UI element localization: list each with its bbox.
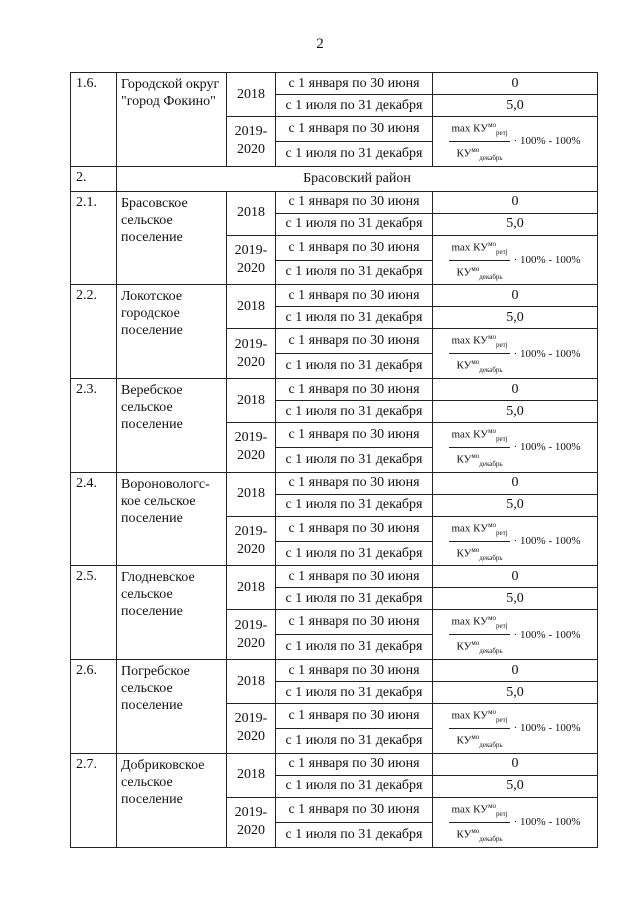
value-cell: 0 <box>433 285 598 307</box>
formula-numerator <box>449 236 509 261</box>
formula-sup: мо <box>471 826 480 835</box>
period-cell: с 1 января по 30 июня <box>276 516 433 541</box>
formula-ku: КУ <box>473 335 489 348</box>
formula-cell <box>433 516 598 566</box>
year-cell: 2019- 2020 <box>227 423 276 473</box>
row-number: 2.6. <box>71 660 117 754</box>
table-row <box>71 660 598 682</box>
formula-max: max <box>451 428 471 441</box>
formula-rhs: · 100% - 100% <box>513 722 581 735</box>
formula-ku: КУ <box>456 266 472 279</box>
formula <box>433 329 597 378</box>
row-number: 1.6. <box>71 73 117 167</box>
year-cell: 2019- 2020 <box>227 329 276 379</box>
formula-rhs: · 100% - 100% <box>513 135 581 148</box>
value-cell: 0 <box>433 566 598 588</box>
formula-sub: ретj <box>496 809 508 818</box>
table-row <box>71 472 598 494</box>
formula <box>433 517 597 566</box>
period-cell: с 1 июля по 31 декабря <box>276 635 433 660</box>
formula-fraction <box>449 798 509 847</box>
formula-fraction <box>449 517 509 566</box>
formula-denominator <box>454 542 504 566</box>
region-name: Брасовский район <box>117 166 598 191</box>
formula-max: max <box>451 803 471 816</box>
formula-sup: мо <box>488 708 496 717</box>
formula <box>433 798 597 847</box>
formula-denominator <box>454 729 504 753</box>
year-cell: 2018 <box>227 191 276 235</box>
formula-ku: КУ <box>456 828 472 841</box>
period-cell: с 1 января по 30 июня <box>276 423 433 448</box>
formula-sup: мо <box>471 545 480 554</box>
value-cell: 0 <box>433 753 598 775</box>
formula-sup: мо <box>471 639 480 648</box>
formula-sup: мо <box>471 358 480 367</box>
formula-sub: декабрь <box>479 740 503 749</box>
formula-cell <box>433 704 598 754</box>
formula-sub: декабрь <box>479 272 503 281</box>
row-number: 2.3. <box>71 379 117 473</box>
value-cell: 5,0 <box>433 213 598 235</box>
value-cell: 0 <box>433 379 598 401</box>
formula-denominator <box>454 261 504 285</box>
formula-sup: мо <box>488 121 496 129</box>
value-cell: 5,0 <box>433 307 598 329</box>
formula-numerator <box>449 117 509 142</box>
formula-sup: мо <box>471 145 480 154</box>
value-cell: 0 <box>433 191 598 213</box>
year-cell: 2018 <box>227 566 276 610</box>
value-cell: 5,0 <box>433 95 598 117</box>
formula-cell <box>433 329 598 379</box>
value-cell: 0 <box>433 660 598 682</box>
settlement-name: Добриковское сельское поселение <box>117 753 227 847</box>
row-number: 2.1. <box>71 191 117 285</box>
formula-sup: мо <box>488 427 496 436</box>
settlement-name: Городской округ "город Фокино" <box>117 73 227 167</box>
period-cell: с 1 июля по 31 декабря <box>276 447 433 472</box>
formula-denominator <box>454 448 504 472</box>
table-row <box>71 73 598 95</box>
formula-sup: мо <box>488 333 496 342</box>
formula-cell <box>433 797 598 847</box>
period-cell: с 1 июля по 31 декабря <box>276 728 433 753</box>
value-cell: 5,0 <box>433 588 598 610</box>
formula-sup: мо <box>488 801 496 810</box>
settlement-name: Глодневское сельское поселение <box>117 566 227 660</box>
formula-numerator <box>449 798 509 823</box>
settlement-name: Вороновологс-кое сельское поселение <box>117 472 227 566</box>
formula-ku: КУ <box>456 147 472 160</box>
formula-denominator <box>454 142 504 166</box>
formula-max: max <box>451 522 471 535</box>
value-cell: 5,0 <box>433 494 598 516</box>
year-cell: 2019- 2020 <box>227 117 276 167</box>
formula-cell <box>433 610 598 660</box>
formula <box>433 610 597 659</box>
formula-cell <box>433 423 598 473</box>
page-number: 2 <box>316 36 324 52</box>
year-cell: 2019- 2020 <box>227 516 276 566</box>
formula-max: max <box>451 241 471 254</box>
formula-sub: ретj <box>496 341 508 350</box>
period-cell: с 1 января по 30 июня <box>276 566 433 588</box>
formula <box>433 704 597 753</box>
formula-sub: декабрь <box>479 459 503 468</box>
period-cell: с 1 июля по 31 декабря <box>276 95 433 117</box>
formula-rhs: · 100% - 100% <box>513 535 581 548</box>
formula-cell <box>433 235 598 285</box>
period-cell: с 1 января по 30 июня <box>276 117 433 142</box>
settlement-name: Локотское городское поселение <box>117 285 227 379</box>
formula-ku: КУ <box>473 803 489 816</box>
formula-sup: мо <box>471 732 480 741</box>
formula-ku: КУ <box>456 453 472 466</box>
formula-rhs: · 100% - 100% <box>513 816 581 829</box>
year-cell: 2018 <box>227 472 276 516</box>
formula-fraction <box>449 117 509 166</box>
period-cell: с 1 июля по 31 декабря <box>276 588 433 610</box>
table-row <box>71 191 598 213</box>
period-cell: с 1 января по 30 июня <box>276 235 433 260</box>
period-cell: с 1 июля по 31 декабря <box>276 682 433 704</box>
row-number: 2.7. <box>71 753 117 847</box>
formula-rhs: · 100% - 100% <box>513 441 581 454</box>
formula-denominator <box>454 635 504 659</box>
table-row <box>71 379 598 401</box>
formula-max: max <box>451 616 471 629</box>
period-cell: с 1 января по 30 июня <box>276 753 433 775</box>
period-cell: с 1 июля по 31 декабря <box>276 213 433 235</box>
formula-sub: декабрь <box>479 834 503 843</box>
year-cell: 2018 <box>227 73 276 117</box>
table-row <box>71 753 598 775</box>
period-cell: с 1 января по 30 июня <box>276 797 433 822</box>
formula-ku: КУ <box>473 428 489 441</box>
region-row <box>71 166 598 191</box>
formula-cell <box>433 117 598 167</box>
formula-ku: КУ <box>473 709 489 722</box>
formula-numerator <box>449 610 509 635</box>
formula-max: max <box>451 709 471 722</box>
formula-sub: ретj <box>496 247 508 256</box>
tariff-table <box>70 72 598 848</box>
row-number: 2.2. <box>71 285 117 379</box>
table-row <box>71 566 598 588</box>
period-cell: с 1 января по 30 июня <box>276 191 433 213</box>
value-cell: 5,0 <box>433 775 598 797</box>
formula-numerator <box>449 704 509 729</box>
period-cell: с 1 июля по 31 декабря <box>276 141 433 166</box>
period-cell: с 1 января по 30 июня <box>276 379 433 401</box>
formula <box>433 117 597 166</box>
formula-fraction <box>449 610 509 659</box>
formula-sub: ретj <box>496 128 508 137</box>
period-cell: с 1 июля по 31 декабря <box>276 307 433 329</box>
year-cell: 2018 <box>227 753 276 797</box>
formula-sup: мо <box>488 239 496 248</box>
formula-ku: КУ <box>456 640 472 653</box>
formula-rhs: · 100% - 100% <box>513 628 581 641</box>
formula-sub: ретj <box>496 434 508 443</box>
formula-ku: КУ <box>473 241 489 254</box>
formula-sub: декабрь <box>479 553 503 562</box>
formula-rhs: · 100% - 100% <box>513 347 581 360</box>
tariff-table-body <box>71 73 598 848</box>
period-cell: с 1 января по 30 июня <box>276 472 433 494</box>
formula-ku: КУ <box>473 522 489 535</box>
formula-fraction <box>449 423 509 472</box>
formula-sub: ретj <box>496 622 508 631</box>
formula-ku: КУ <box>456 359 472 372</box>
formula <box>433 236 597 285</box>
formula-sup: мо <box>471 451 480 460</box>
formula-numerator <box>449 517 509 542</box>
formula-ku: КУ <box>456 734 472 747</box>
formula-fraction <box>449 329 509 378</box>
formula-fraction <box>449 704 509 753</box>
period-cell: с 1 января по 30 июня <box>276 704 433 729</box>
formula-sup: мо <box>488 520 496 529</box>
formula <box>433 423 597 472</box>
formula-sub: декабрь <box>479 366 503 375</box>
formula-sup: мо <box>471 264 480 273</box>
period-cell: с 1 января по 30 июня <box>276 329 433 354</box>
year-cell: 2018 <box>227 660 276 704</box>
year-cell: 2019- 2020 <box>227 704 276 754</box>
table-row <box>71 285 598 307</box>
formula-ku: КУ <box>473 616 489 629</box>
row-number: 2. <box>71 166 117 191</box>
formula-sub: ретj <box>496 528 508 537</box>
formula-denominator <box>454 823 504 847</box>
formula-ku: КУ <box>456 547 472 560</box>
year-cell: 2018 <box>227 379 276 423</box>
formula-max: max <box>451 122 471 135</box>
year-cell: 2019- 2020 <box>227 235 276 285</box>
formula-denominator <box>454 354 504 378</box>
formula-rhs: · 100% - 100% <box>513 254 581 267</box>
settlement-name: Погребское сельское поселение <box>117 660 227 754</box>
period-cell: с 1 июля по 31 декабря <box>276 354 433 379</box>
period-cell: с 1 июля по 31 декабря <box>276 401 433 423</box>
value-cell: 0 <box>433 73 598 95</box>
row-number: 2.4. <box>71 472 117 566</box>
period-cell: с 1 июля по 31 декабря <box>276 822 433 847</box>
formula-sub: декабрь <box>479 153 503 162</box>
value-cell: 5,0 <box>433 401 598 423</box>
formula-sup: мо <box>488 614 496 623</box>
year-cell: 2019- 2020 <box>227 797 276 847</box>
period-cell: с 1 июля по 31 декабря <box>276 260 433 285</box>
period-cell: с 1 января по 30 июня <box>276 660 433 682</box>
value-cell: 5,0 <box>433 682 598 704</box>
value-cell: 0 <box>433 472 598 494</box>
formula-fraction <box>449 236 509 285</box>
formula-ku: КУ <box>473 122 489 135</box>
formula-numerator <box>449 423 509 448</box>
formula-max: max <box>451 335 471 348</box>
year-cell: 2019- 2020 <box>227 610 276 660</box>
formula-numerator <box>449 329 509 354</box>
period-cell: с 1 января по 30 июня <box>276 73 433 95</box>
period-cell: с 1 января по 30 июня <box>276 610 433 635</box>
row-number: 2.5. <box>71 566 117 660</box>
formula-sub: ретj <box>496 715 508 724</box>
formula-sub: декабрь <box>479 647 503 656</box>
period-cell: с 1 января по 30 июня <box>276 285 433 307</box>
settlement-name: Веребское сельское поселение <box>117 379 227 473</box>
period-cell: с 1 июля по 31 декабря <box>276 541 433 566</box>
year-cell: 2018 <box>227 285 276 329</box>
settlement-name: Брасовское сельское поселение <box>117 191 227 285</box>
period-cell: с 1 июля по 31 декабря <box>276 775 433 797</box>
period-cell: с 1 июля по 31 декабря <box>276 494 433 516</box>
